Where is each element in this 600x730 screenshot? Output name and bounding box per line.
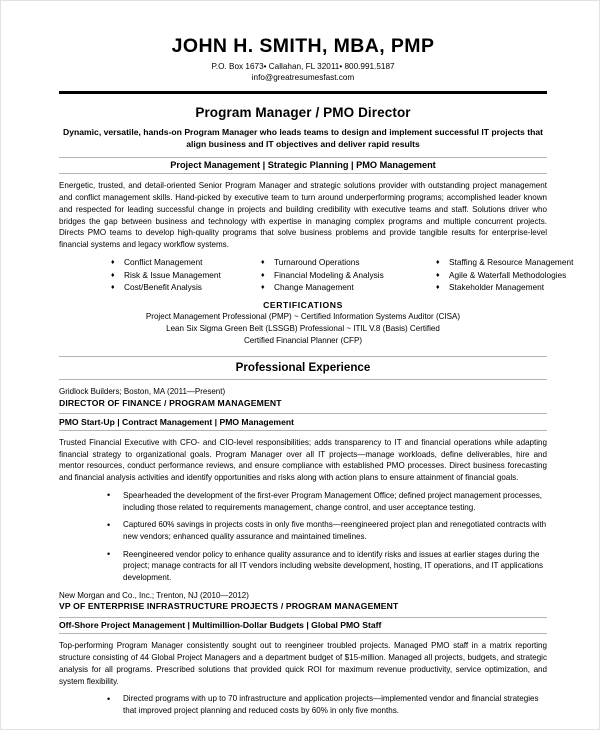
skill-label: Agile & Waterfall Methodologies [449,269,567,280]
experience-entry [59,591,547,717]
achievement-item [107,519,547,542]
achievement-text: Directed programs with up to 70 infrastructure and application projects—implemented vendor and financial strategies that improved project planning and reduced costs by 60% in only five months. [123,694,539,716]
resume-header [59,35,547,94]
role-highlights-band: PMO Start-Up | Contract Management | PMO Management [59,413,547,431]
summary-paragraph: Energetic, trusted, and detail-oriented Senior Program Manager and strategic solutions provider with outstanding project management and conflict management skills. Hand-picked by executive team to turn around underperforming programs; accomplished leader known and respected for leading successful change in projects and building credibility with executive teams and staff. Solutions driver who bridges the gap between business and technology with expertise in managing complex programs and multiple concurrent projects. Directs PMO teams to develop high-quality programs that solve business problems and provide tangible results for enterprise-level financial systems and legacy workflow systems. [59,181,547,250]
skill-label: Cost/Benefit Analysis [124,282,202,293]
round-bullet-icon: • [107,519,111,530]
header-divider [59,91,547,94]
achievement-text: Spearheaded the development of the first-ever Program Management Office; defined project management processes, including those related to requirements management, change control, and user acceptance testing. [123,490,542,512]
job-title: VP OF ENTERPRISE INFRASTRUCTURE PROJECTS / PROGRAM MANAGEMENT [59,601,399,612]
summary-section-band: Project Management | Strategic Planning | PMO Management [59,157,547,175]
diamond-bullet-icon: ♦ [111,284,115,292]
diamond-bullet-icon: ♦ [111,271,115,279]
skill-item [261,257,436,269]
diamond-bullet-icon: ♦ [436,284,440,292]
employer-line: Gridlock Builders; Boston, MA (2011—Present) [59,387,226,397]
skill-item [261,282,436,294]
contact-address-line: P.O. Box 1673• Callahan, FL 32011• 800.991.5187 [211,62,395,72]
achievement-item [107,693,547,716]
certifications-heading: CERTIFICATIONS [263,300,343,311]
skill-item [436,270,573,282]
skill-label: Conflict Management [124,256,203,267]
achievement-item [107,549,547,584]
achievement-list [59,490,547,584]
skill-label: Risk & Issue Management [124,269,221,280]
round-bullet-icon: • [107,490,111,501]
role-paragraph: Trusted Financial Executive with CFO- and CIO-level responsibilities; adds transparency to IT and financial operations while adapting financial strategy to organizational goals. Program Manager over all IT projects—manage workloads, define deliverables, hire and mentor resources, conduct performance reviews, and ensure compliance with established PMO processes. Direct business forecasting and financial analysis activities and identify opportunities and risks along with action plans to ensure attainment of financial goals. [59,437,547,483]
achievement-text: Reengineered vendor policy to enhance quality assurance and to identify risks and issues at earlier stages during the project; manage contracts for all IT vendors including website development, hosting, IT operations, and IT applications development. [123,549,544,583]
target-job-title: Program Manager / PMO Director [195,104,411,120]
skill-label: Staffing & Resource Management [449,256,574,267]
skill-label: Change Management [274,282,354,293]
core-competencies-grid [111,256,574,294]
diamond-bullet-icon: ♦ [111,258,115,266]
experience-section-band: Professional Experience [59,356,547,380]
contact-email: info@greatresumesfast.com [251,73,355,83]
role-paragraph: Top-performing Program Manager consistently sought out to reengineer troubled projects. Managed PMO staff in a matrix reporting structure consisting of 44 Global Project Managers and a department budget of $15-million. Managed all projects, budgets, and strategic analysis for all programs. Prescribed solutions that provided quick ROI for maximum revenue productivity, service optimization, and system flexibility. [59,641,547,686]
certifications-section [59,300,547,347]
role-highlights-band: Off-Shore Project Management | Multimillion-Dollar Budgets | Global PMO Staff [59,617,547,635]
experience-entry [59,387,547,584]
certification-line: Project Management Professional (PMP) ~ Certified Information Systems Auditor (CISA) [145,312,461,322]
certification-line: Lean Six Sigma Green Belt (LSSGB) Professional ~ ITIL V.8 (Basis) Certified [166,324,440,334]
candidate-name: JOHN H. SMITH, MBA, PMP [171,35,435,57]
skill-label: Turnaround Operations [274,256,360,267]
document-body [59,35,574,723]
diamond-bullet-icon: ♦ [436,271,440,279]
diamond-bullet-icon: ♦ [261,258,265,266]
round-bullet-icon: • [107,693,111,704]
skill-item [111,257,261,269]
job-title: DIRECTOR OF FINANCE / PROGRAM MANAGEMENT [59,397,282,408]
diamond-bullet-icon: ♦ [261,271,265,279]
skill-item [261,270,436,282]
round-bullet-icon: • [107,549,111,560]
achievement-list [59,693,547,716]
certification-line: Certified Financial Planner (CFP) [243,336,363,346]
diamond-bullet-icon: ♦ [261,284,265,292]
diamond-bullet-icon: ♦ [436,258,440,266]
achievement-item [107,490,547,513]
skill-label: Stakeholder Management [449,282,545,293]
skill-item [111,270,261,282]
employer-line: New Morgan and Co., Inc.; Trenton, NJ (2010—2012) [59,590,249,600]
professional-tagline: Dynamic, versatile, hands-on Program Manager who leads teams to design and implement successful IT projects that align business and IT objectives and deliver rapid results [63,126,543,149]
achievement-text: Captured 60% savings in projects costs in only five months—reengineered project plan and renegotiated contracts with new vendors; enhanced quality assurance and maintained timelines. [123,520,547,542]
skill-item [436,282,573,294]
skill-label: Financial Modeling & Analysis [274,269,384,280]
skill-item [111,282,261,294]
skill-item [436,257,573,269]
